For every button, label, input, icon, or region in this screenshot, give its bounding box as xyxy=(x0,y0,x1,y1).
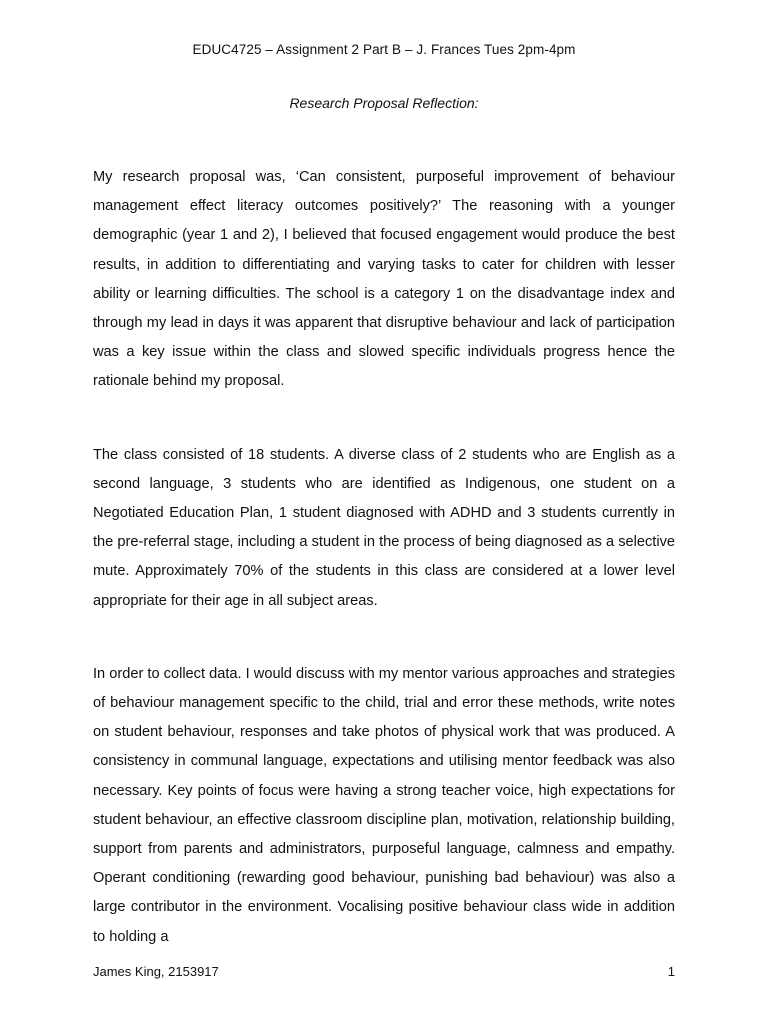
paragraph-class-composition: The class consisted of 18 students. A diverse class of 2 students who are English as a second language, 3 students who are identified as Indigenous, one student on a Negotiated Education Plan, 1 student diagnosed with ADHD and 3 students currently in the pre-referral stage, including a student in the process of being diagnosed as a selective mute. Approximately 70% of the students in this class are considered at a lower level appropriate for their age in all subject areas. xyxy=(93,446,675,609)
page-header: EDUC4725 – Assignment 2 Part B – J. Frances Tues 2pm-4pm xyxy=(192,42,576,57)
paragraph-research-proposal: My research proposal was, ‘Can consistent, purposeful improvement of behaviour management effect literacy outcomes positively?’ The reasoning with a younger demographic (year 1 and 2), I believed that focused engagement would produce the best results, in addition to differentiating and varying tasks to cater for children with lesser ability or learning difficulties. The school is a category 1 on the disadvantage index and through my lead in days it was apparent that disruptive behaviour and lack of participation was a key issue within the class and slowed specific individuals progress hence the rationale behind my proposal. xyxy=(93,169,675,390)
page-number: 1 xyxy=(667,964,675,979)
document-title: Research Proposal Reflection: xyxy=(289,95,479,111)
document-body xyxy=(93,163,675,952)
paragraph-data-collection: In order to collect data. I would discuss with my mentor various approaches and strategies of behaviour management specific to the child, trial and error these methods, write notes on student behaviour, responses and take photos of physical work that was produced. A consistency in communal language, expectations and utilising mentor feedback was also necessary. Key points of focus were having a strong teacher voice, high expectations for student behaviour, an effective classroom discipline plan, motivation, relationship building, support from parents and administrators, purposeful language, calmness and empathy. Operant conditioning (rewarding good behaviour, punishing bad behaviour) was also a large contributor in the environment. Vocalising positive behaviour class wide in addition to holding a xyxy=(93,665,675,945)
footer-author: James King, 2153917 xyxy=(93,964,219,979)
